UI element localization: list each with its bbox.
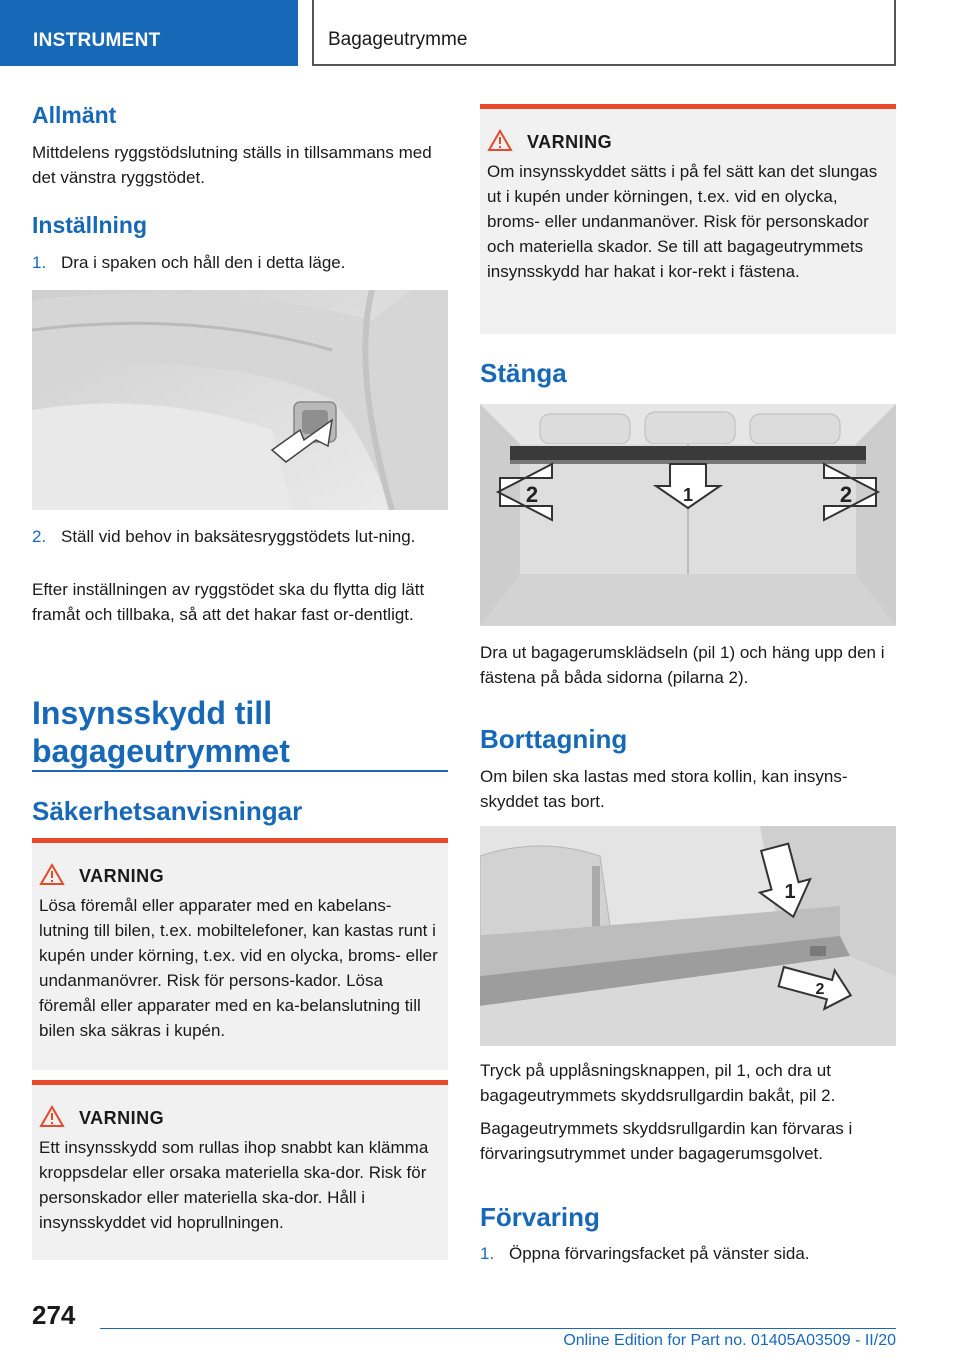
heading-forvaring: Förvaring [480, 1202, 600, 1232]
step-number: 1. [32, 253, 47, 272]
warning-box-1 [32, 838, 448, 1070]
warning-triangle-icon [39, 1105, 65, 1128]
section-title: Bagageutrymme [312, 0, 896, 66]
step-text: Ställ vid behov in baksätesryggstödets lut-ning. [61, 527, 416, 546]
footer-divider [100, 1328, 896, 1329]
stanga-text: Dra ut bagagerumsklädseln (pil 1) och häng upp den i fästena på båda sidorna (pilarna 2). [480, 643, 885, 687]
warning-text: Lösa föremål eller apparater med en kabelans-lutning till bilen, t.ex. mobiltelefoner, kan kastas runt i kupén under körning, t.ex. vid en olycka, broms- eller undanmanövrer. Risk för persons-kador. Lösa föremål eller apparater med en ka-belanslutning till bilen ska säkras i kupén. [39, 896, 438, 1040]
page-number: 274 [32, 1300, 76, 1330]
arrow-label-2: 2 [815, 981, 825, 998]
step-text: Öppna förvaringsfacket på vänster sida. [509, 1244, 810, 1263]
heading-stanga: Stänga [480, 358, 567, 388]
after-adjust-text: Efter inställningen av ryggstödet ska du flytta dig lätt framåt och tillbaka, så att det hakar fast or-dentligt. [32, 580, 425, 624]
seat-lever-illustration [32, 290, 448, 510]
arrow-label-1: 1 [784, 881, 796, 903]
figure-cargo-cover-remove [480, 826, 896, 1046]
warning-title: VARNING [79, 866, 165, 886]
step-number: 2. [32, 527, 47, 546]
figure-cargo-cover-close [480, 404, 896, 626]
heading-installning: Inställning [32, 212, 147, 238]
step-1 [32, 250, 448, 275]
warning-triangle-icon [39, 863, 65, 886]
warning-text: Ett insynsskydd som rullas ihop snabbt kan klämma kroppsdelar eller orsaka materiella ska-dor. Risk för personskador eller materiella ska-dor. Håll i insynsskyddet vid hoprullningen. [39, 1138, 429, 1232]
warning-title: VARNING [527, 132, 613, 152]
tryck-text: Tryck på upplåsningsknappen, pil 1, och dra ut bagageutrymmets skyddsrullgardin bakåt, pil 2. [480, 1061, 836, 1105]
step-text: Dra i spaken och håll den i detta läge. [61, 253, 346, 272]
warning-title: VARNING [79, 1108, 165, 1128]
step-2 [32, 524, 448, 549]
main-heading: Insynsskydd till bagageutrymmet [32, 695, 290, 769]
edition-link[interactable]: Online Edition for Part no. 01405A03509 - II/20 [563, 1332, 896, 1349]
warning-text: Om insynsskyddet sätts i på fel sätt kan det slungas ut i kupén under körningen, t.ex. vid en olycka, broms- eller undanmanöver. Risk för personskador och materiella skador. Se till att bagageutrymmets insynsskydd har hakat i kor-rekt i fästena. [487, 162, 878, 281]
heading-allmant: Allmänt [32, 102, 117, 128]
arrow-label-1: 1 [682, 485, 694, 505]
step-number: 1. [480, 1244, 495, 1263]
cargo-cover-removal-illustration [480, 826, 896, 1046]
forvaras-text: Bagageutrymmets skyddsrullgardin kan förvaras i förvaringsutrymmet under bagagerumsgolvet. [480, 1119, 853, 1163]
page-header [0, 0, 960, 66]
figure-seat-lever [32, 290, 448, 510]
heading-borttagning: Borttagning [480, 724, 628, 754]
warning-box-2 [32, 1080, 448, 1260]
warning-box-3 [480, 104, 896, 334]
arrow-label-2-right: 2 [839, 482, 853, 507]
cargo-cover-illustration [480, 404, 896, 626]
heading-sakerhet: Säkerhetsanvisningar [32, 796, 303, 826]
chapter-tab[interactable]: INSTRUMENT [0, 0, 298, 66]
arrow-label-2-left: 2 [525, 482, 539, 507]
allmant-text: Mittdelens ryggstödslutning ställs in tillsammans med det vänstra ryggstödet. [32, 143, 432, 187]
heading-divider [32, 770, 448, 772]
warning-triangle-icon [487, 129, 513, 152]
borttagning-text: Om bilen ska lastas med stora kollin, kan insyns-skyddet tas bort. [480, 767, 848, 811]
forvaring-step-1 [480, 1241, 896, 1266]
